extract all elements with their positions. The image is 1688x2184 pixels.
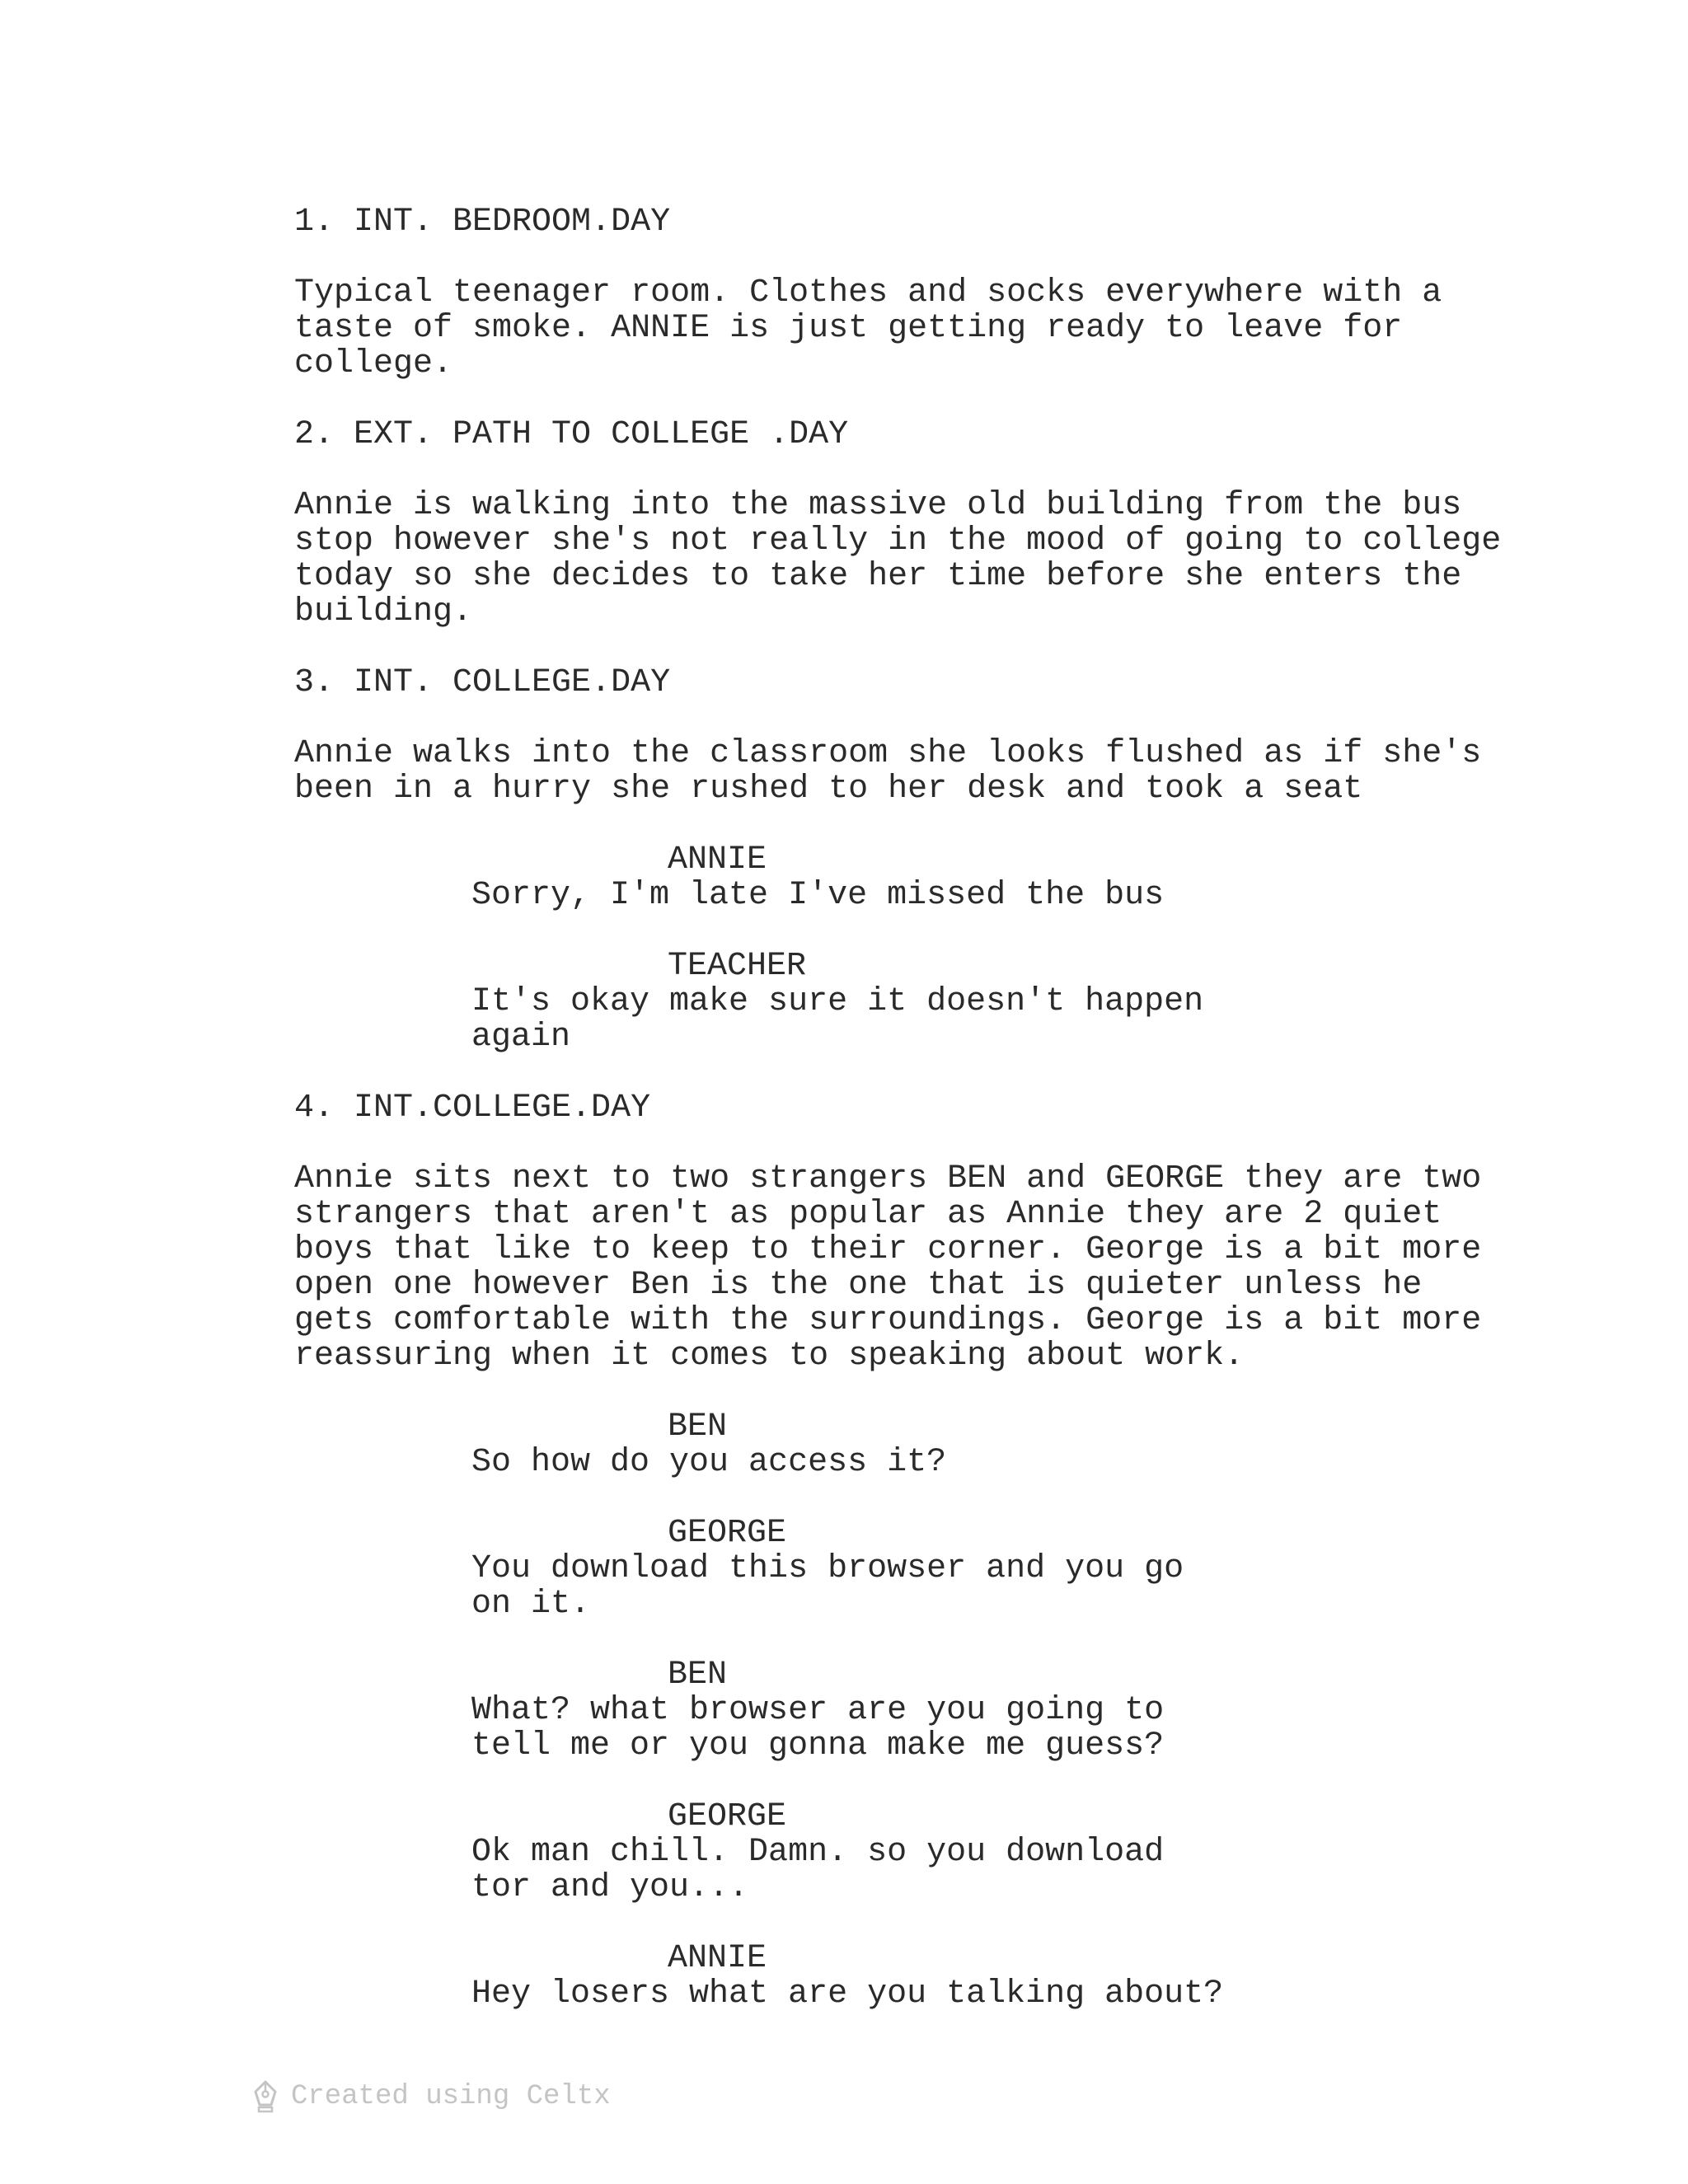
celtx-pen-icon <box>251 2080 279 2113</box>
dialogue-block <box>294 949 1514 1055</box>
dialogue-block <box>294 1409 1514 1480</box>
action-block <box>294 736 1514 807</box>
dialogue-line: Sorry, I'm late I've missed the bus <box>471 877 1165 914</box>
action-block <box>294 488 1514 630</box>
scene-heading: 2. EXT. PATH TO COLLEGE .DAY <box>294 416 849 453</box>
dialogue-line: tor and you... <box>471 1869 749 1906</box>
dialogue-block <box>294 1657 1514 1764</box>
dialogue-line: What? what browser are you going to <box>471 1692 1165 1729</box>
celtx-footer <box>251 2080 611 2113</box>
action-line: open one however Ben is the one that is quieter unless he <box>294 1267 1423 1304</box>
action-line: Typical teenager room. Clothes and socks everywhere with a <box>294 274 1442 312</box>
dialogue-block <box>294 1941 1514 2012</box>
action-line: building. <box>294 593 473 630</box>
action-block <box>294 275 1514 382</box>
screenplay-body <box>294 204 1514 2012</box>
character-name: BEN <box>668 1657 728 1694</box>
dialogue-line: You download this browser and you go <box>471 1550 1184 1587</box>
action-line: stop however she's not really in the mood of going to college <box>294 523 1502 560</box>
character-name: BEN <box>668 1408 728 1446</box>
dialogue-line: again <box>471 1019 571 1056</box>
dialogue-block <box>294 1799 1514 1905</box>
character-name: TEACHER <box>668 948 807 985</box>
dialogue-line: Hey losers what are you talking about? <box>471 1975 1224 2013</box>
character-name: GEORGE <box>668 1798 787 1835</box>
footer-text: Created using Celtx <box>291 2081 611 2112</box>
dialogue-line: So how do you access it? <box>471 1444 947 1481</box>
dialogue-line: It's okay make sure it doesn't happen <box>471 983 1204 1020</box>
character-name: ANNIE <box>668 1940 767 1977</box>
action-line: college. <box>294 345 453 382</box>
action-line: gets comfortable with the surroundings. George is a bit more <box>294 1302 1482 1339</box>
action-line: reassuring when it comes to speaking about work. <box>294 1338 1245 1375</box>
action-line: today so she decides to take her time before she enters the <box>294 558 1462 595</box>
scene-heading: 3. INT. COLLEGE.DAY <box>294 664 671 701</box>
scene-heading: 1. INT. BEDROOM.DAY <box>294 204 671 241</box>
action-line: taste of smoke. ANNIE is just getting ready to leave for <box>294 310 1403 347</box>
action-line: been in a hurry she rushed to her desk and took a seat <box>294 771 1363 808</box>
character-name: GEORGE <box>668 1515 787 1552</box>
character-name: ANNIE <box>668 841 767 879</box>
action-line: boys that like to keep to their corner. George is a bit more <box>294 1231 1482 1268</box>
action-line: Annie is walking into the massive old building from the bus <box>294 487 1462 524</box>
action-line: Annie sits next to two strangers BEN and GEORGE they are two <box>294 1160 1482 1197</box>
dialogue-block <box>294 842 1514 913</box>
action-line: Annie walks into the classroom she looks flushed as if she's <box>294 735 1482 772</box>
dialogue-line: tell me or you gonna make me guess? <box>471 1727 1165 1765</box>
dialogue-line: on it. <box>471 1586 591 1623</box>
action-block <box>294 1161 1514 1374</box>
dialogue-line: Ok man chill. Damn. so you download <box>471 1834 1165 1871</box>
action-line: strangers that aren't as popular as Annie they are 2 quiet <box>294 1196 1442 1233</box>
scene-heading: 4. INT.COLLEGE.DAY <box>294 1090 651 1127</box>
dialogue-block <box>294 1516 1514 1622</box>
